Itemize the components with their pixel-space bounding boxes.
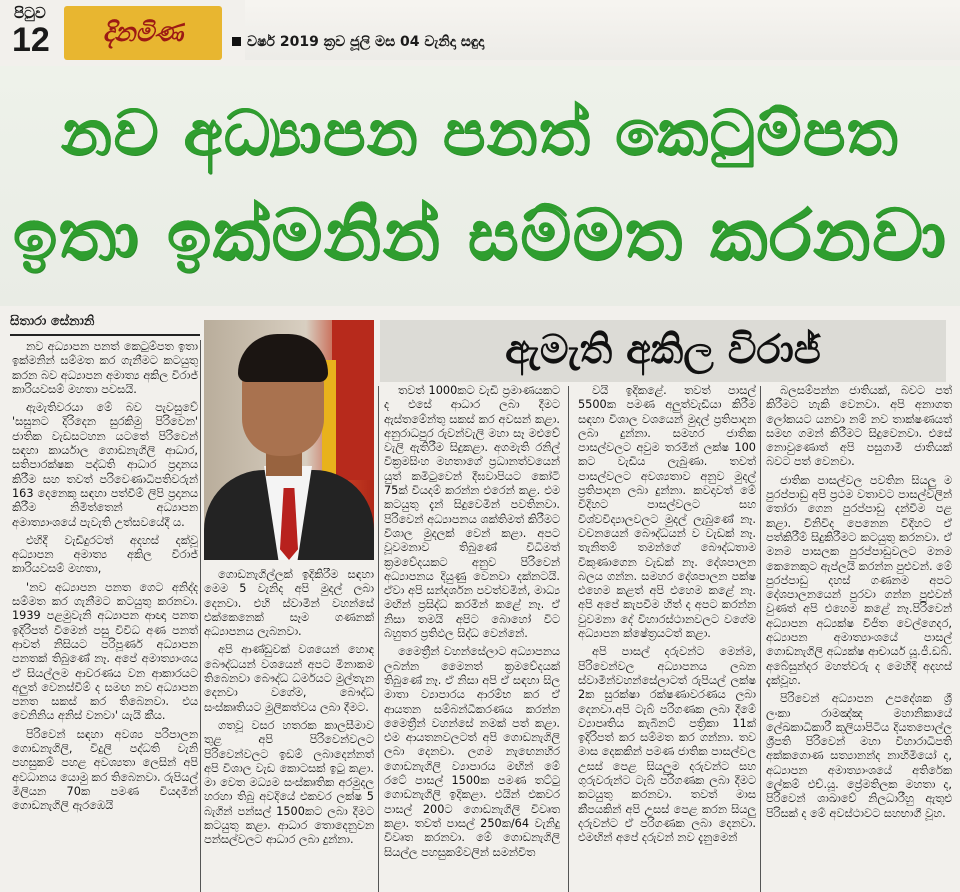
paragraph: ගතවූ වසර හතරක කාලසීමාව තුළ අපි පිරිවෙන්වලට පිරිවෙන්වලට ඉඩම් ලබාදෙන්නත් අපි විශාල වැඩ කොටසක් ඉටු කළා. මා වෙත මධ්‍යම සංස්කෘතික අරමුදල හරහා තිබු අවදියේ එකවර ලක්ෂ 5 බැගින් පන්සල් 1500කට ලබා දීමට කටයුතු කළා. ආධාර තොදෙනුවන පන්සල්වලට ආධාර ලබා දුන්නා.: [204, 718, 374, 847]
headline-block: [0, 66, 960, 306]
paragraph: නව අධ්‍යාපන පනත් කෙටුම්පත ඉතා ඉක්මනින් සම්මත කර ගැනීමට කටයුතු කරන බව අධ්‍යාපන අමාත්‍ය අකිල විරාජ් කාරියවසම් මහතා පවසයි.: [12, 340, 198, 396]
masthead-logo: [64, 6, 222, 60]
article-column-4: [578, 384, 756, 892]
minister-photo: [204, 320, 374, 560]
article-column-5: [766, 384, 952, 892]
column-divider: [568, 386, 569, 892]
article-column-3: [384, 384, 560, 892]
page-label: පිටුව: [14, 4, 46, 22]
byline: සිතාරා සේනානි: [10, 314, 95, 329]
column-divider: [760, 386, 761, 892]
faded-neighbor-column: [245, 0, 960, 60]
paragraph: ඇමැතිවරයා මේ බව පැවසුවේ 'සසුනට දිරිදෙන සුරකිමු පිරිවෙන' ජාතික වැඩසටහන යටතේ පිරිවෙන් සඳහා කාර්යාල ගොඩනැගිලි ආධාර, සතිපාරක්ෂක පද්ධති ආධාර ප්‍රදානය කිරීම සහ තවත් පරිවෙණාධිපතිවරුන් 163 දෙනෙකු සඳහා පත්වීම් ලිපි ප්‍රදානය කිරීම නිමිත්තෙන් අධ්‍යාපන අමාත්‍යාංශයේ පැවැති උත්සවයේදී ය.: [12, 401, 198, 529]
paragraph: 'නව අධ්‍යාපන පනත ගෙට අනිද්ද සම්මත කර ගැනීමට කටයුතු කරනවා. 1939 පළමුවැනි අධ්‍යාපන ආඥා පනත ඉදිරිපත් වීමෙන් පසු විවිධ අණ පනත් ආවත් නිසියට පරිපූර්ණ අධ්‍යාපන පනතක් තිබුණේ නෑ. අපේ අමාත්‍යාංශය ඒ සියල්ලම ආවරණය වන ආකාරයට අලුත් වෙනස්වීම් ද සමඟ නව අධ්‍යාපන පනත සකස් කර තිබෙනවා. එය වෙනිනිය අනිස් වනවා' යැයි කීය.: [12, 580, 198, 723]
column-divider: [378, 386, 379, 892]
flag-shape: [332, 320, 374, 480]
article-column-1: [12, 340, 198, 892]
paragraph: පිරිවෙන් අධ්‍යාපන උපදේශක ශ්‍රී ලංකා රාමඤ්ඤ මහානිකායේ ලේඛකාධිකාරී කුලියාපිටිය දියතපොල්ල ශ්‍රීපති පිරිවෙන් මහා විහාරාධිපති අක්කගොණ සත්‍යානන්ද නාහිමියෝ ද, අධ්‍යාපන අමාත්‍යාංශයේ අතිරේක ලේකම් එච්.යූ. ප්‍රේමතිලක මහතා ද, පිරිවෙන් ශාඛාවේ නිලධාරීහු ඇතුළු පිරිසක් ද මේ අවස්ථාවට සහභාගී වූහ.: [766, 692, 952, 820]
paragraph: ජාතික පාසල්වල පවතින සියලු ම පුරප්පාඩු අපි ප්‍රථම වතාවට පාසල්වලින් තෝරා ගෙන පුරප්පාඩු දන්වීම පළ කළා. විනිවිද පෙනෙන විදිහට ඒ පත්කිරීම් සිදුකිරීමට කටයුතු කරනවා. ඒ මනම පාසලක පුරප්පාඩුවලට මනම කෙනෙකුට ඇප්ලයි කරන්න පුළුවන්. මේ පුරප්පාඩු දහස් ගණනම අපට දේශපාලනයෙන් පුරවා ගන්න පුළුවන් වුණත් අපි එහෙම කළේ නෑ.පිරිවෙන් අධ්‍යාපන අධ්‍යක්ෂ විජිත වෙල්ගෙදර, අධ්‍යාපන අමාත්‍යාංශයේ පාසල් ගොඩනැගිලි අධ්‍යක්ෂ ආචාර්ය යූ.ජී.ඩබ්. අබේසුන්දර මහත්වරු ද මෙහිදී අදහස් දැක්වූහ.: [766, 473, 952, 687]
paragraph: තවත් 1000කට වැඩි ප්‍රමාණයකට ද එසේ ආධාර ලබා දීමට ඇස්තමේන්තු සකස් කර අවසන් කළා. අනුරාධපුර රුවන්වැලි මහා සෑ මළුවේ වැලි ඇතිරීම සිදුකළා. අගමැති රනිල් වික්‍රමසිංහ මහතාගේ ප්‍රධානත්වයෙන් යුත් කමිටුවෙන් දීඝවාපියට කෝටි 75ක් වියදම් කරන්න එරෙන් කළ. එම කටයුතු දැන් සිදුවෙමින් පවතිනවා. පිරිවෙන් අධ්‍යාපනය ශක්තිමත් කිරීමට විශාල මුදලක් වෙන් කළා. අපට වූවමනාව තිබුණේ විධිමත් ක්‍රමවේදයකට අනුව පිරිවෙන් අධ්‍යාපනය දියුණු වෙනවා දක්නටයි. ඒවා අපි සන්දර්ශන පවත්වමින්, මාධ්‍ය මඟින් ප්‍රසිද්ධ කරමින් කළේ නෑ. ඒ නිසා තමයි අපිට බොහෝ විට බහුතර ප්‍රතිඵල සිද්ධ වෙන්නේ.: [384, 384, 560, 641]
paragraph: වයි ඉදිකළේ. තවත් පාසල් 5500ක පමණ අලුත්වැඩියා කිරීම සඳහා විශාල වශයෙන් මුදල් ප්‍රතිපාදන ලබා දුන්නා. සමහර ජාතික පාසල්වලට අවුම තරමින් ලක්ෂ 100 කට වැඩිය ලැබුණා. තවත් පාසල්වලට අවශ්‍යතාව අනුව මුදල් ප්‍රතිපාදන ලබා දුන්නා. කවදාවත් මේ විදිහට පාසල්වලට සහ විශ්වවිද්‍යාලවලට මුදල් ලැබුණේ නෑ. වචනයෙන් බෞද්ධයන් ව වැඩක් නෑ. තැනිතම් තමන්ගේ බෞද්ධතාම විකුණාගෙන වැඩක් නෑ. දේශපාලන බලය ගන්න. සමහර දේශපාලන පක්ෂ එහෙම කළත් අපි එහෙම කළේ නෑ. අපි අපේ කැපවීම හිත් ද අපට කරන්න වුවමනා දේ විහාරස්ථානවලට වගේම අධ්‍යාපන ක්ෂේත්‍රයටත් කළා.: [578, 384, 756, 641]
paragraph: පිරිවෙන් සඳහා අවශ්‍ය පරිපාලන ගොඩනැගිලි, විදුලි පද්ධති වැනි පහසුකම් පහළ අවශ්‍යතා ලෙසින් අපි අවධානය යොමු කර තිබෙනවා. රුපියල් මිලියන 70ක පමණ වියදමින් ගොඩනැගිලි ඇරඹෙයි: [12, 727, 198, 813]
paragraph: අපි ආණ්ඩුවක් වශයෙන් හොඳ බෞද්ධයන් වශයෙන් අපට මිනාකම තිබෙනවා බෞද්ධ ධර්මයට මුල්තැන දෙනවා වගේම, බෞද්ධ සංස්කෘතියට මුලිකත්වය ලබා දීමට.: [204, 643, 374, 714]
bullet-square-icon: [232, 37, 241, 46]
paragraph: අපි පාසල් දරුවන්ට මෙන්ම, පිරිවෙන්වල අධ්‍යාපනය ලබන ස්වාමීන්වහන්සේලාටත් රුපියල් ලක්ෂ 2ක සුරක්ෂා රක්ෂණාවරණය ලබා දෙනවා.අපි ටැබ් පරිගණක ලබා දීමේ ව්‍යාපෘතිය කැබිනට් පත්‍රිකා 11ක් ඉදිරිපත් කර සම්මත කර ගන්නා. තව මාස දෙකකින් පමණ ජාතික පාසල්වල උසස් පෙළ සියලුම දරුවන්ට සහ ගුරුවරුන්ට ටැබ් පරිගණක ලබා දීමට කටයුතු කරනවා. තවත් මාස කීපයකින් අපි උසස් පෙළ කරන සියලු දරුවන්ට ඒ පරිගණක ලබා දෙනවා. එමඟින් අපේ දරුවන් නව දැනුමෙන්: [578, 645, 756, 845]
page-number: 12: [12, 21, 50, 59]
headline-line-2: ඉතා ඉක්මනින් සම්මත කරනවා: [12, 194, 948, 276]
byline-rule: [10, 334, 200, 336]
paragraph: ගොඩනැගිල්ලක් ඉදිකිරීම සඳහා මෙම 5 වැනිද අපි මුදල් ලබා දෙනවා. එහි ස්වාමීන් වහන්සේ එක්කෙනෙක් සෑම ගණනක් අධ්‍යාපනය ලැබනවා.: [204, 568, 374, 639]
paragraph: එහිදී වැඩිදුරටත් අදහස් දක්වූ අධ්‍යාපන අමාත්‍ය අකිල විරාජ් කාරියවසම් මහතා,: [12, 533, 198, 576]
page-header: [0, 0, 960, 66]
date-line: [232, 34, 484, 50]
paragraph: බලසම්පන්න ජාතියක්, බවට පත් කිරීමට හැකි වෙනවා. අපි අනාගත ලෝකයට යනවා නම් නව තාක්ෂණයත් සමඟ ගමන් කිරීමට සිදුවෙනවා. එසේ නොවුණොත් අපි පසුගාමී ජාතියක් බවට පත් වෙනවා.: [766, 384, 952, 469]
headline-line-1: නව අධ්‍යාපන පනත් කෙටුම්පත: [60, 96, 900, 169]
date-text: වර්ෂ 2019 ක්‍රව ජූලි මස 04 වැනිදා සඳුදා: [247, 34, 485, 50]
logo-text: දිනමිණ: [102, 17, 184, 48]
column-divider: [200, 340, 201, 892]
paragraph: මෛත්‍රීන් වහන්සේලාට අධ්‍යාපනය ලබන්න මෛනත් ක්‍රමවේදයක් තිබුණේ නෑ. ඒ නිසා අපි ඒ සඳහා සිල මාතා ව්‍යාපාරය ආරම්භ කර ඒ ආයතන සම්බන්ධීකරණය කරන්න මෛත්‍රීන් වහන්සේ නමක් පත් කළා. එම ආයතනවලටත් අපි ගොඩනැගිලි ලබා දෙනවා. ලගම නැඟෙනහිර ගොඩනැගිලි ව්‍යාපාරය මඟින් මේ රටේ පාසල් 1500ක පමණ තට්ටු ගොඩනැගිලි ඉදිකළා. එයින් එකවර පාසල් 200ට ගොඩනැගිලි විවෘත කළා. තවත් පාසල් 250ක/64 වැනිදු විවෘත කරනවා. මේ ගොඩනැගිලි සියල්ල පහසුකම්වලින් සමන්විත: [384, 645, 560, 859]
subhead: ඇමැති අකිල විරාජ්: [505, 326, 821, 373]
article-column-2: [204, 568, 374, 892]
